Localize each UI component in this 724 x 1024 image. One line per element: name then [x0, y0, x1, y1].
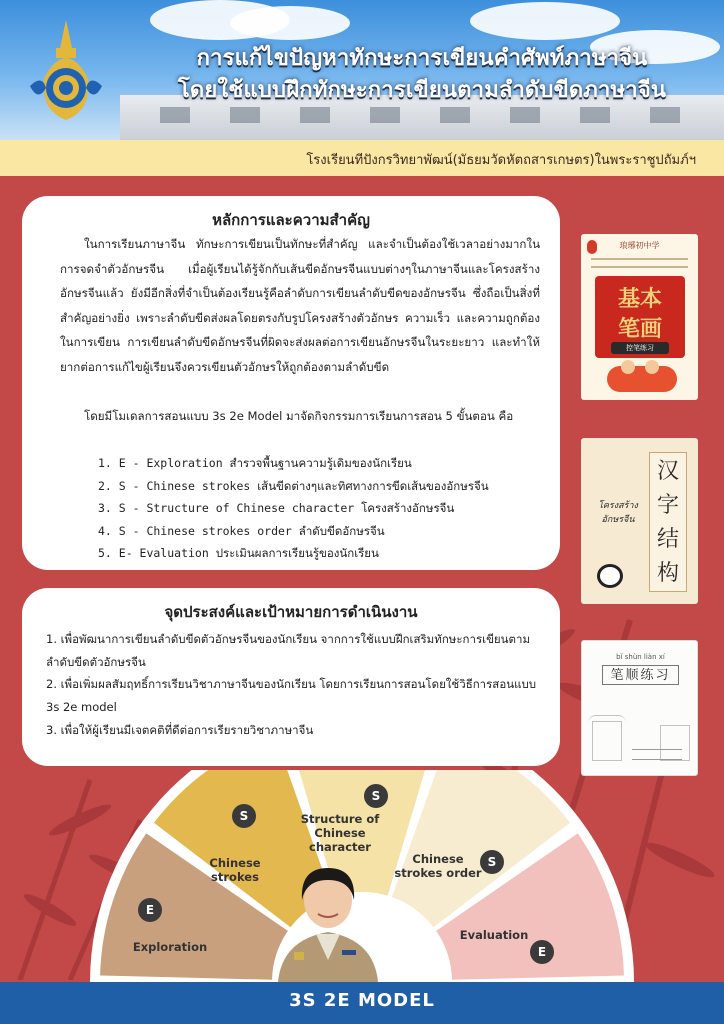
- steps-list: [98, 452, 489, 565]
- list-item: 3. S - Structure of Chinese character โครงสร้างอักษรจีน: [98, 501, 455, 515]
- temple-illustration-icon: [582, 701, 698, 771]
- segment-label: Evaluation: [459, 928, 529, 942]
- segment-label: Chinese strokes: [209, 856, 261, 884]
- model-wheel: [0, 770, 724, 982]
- segment-label: Structure of Chinese character: [300, 812, 380, 854]
- list-item: 2. เพื่อเพิ่มผลสัมฤทธิ์การเรียนวิชาภาษาจีนของนักเรียน โดยการเรียนการสอนโดยใช้วิธีการสอนแบบ 3s 2e model: [46, 677, 537, 715]
- teacher-photo: [268, 860, 388, 982]
- dragon-decoration-icon: [607, 366, 677, 392]
- model-intro: โดยมีโมเดลการสอนแบบ 3s 2e Model มาจัดกิจกรรมการเรียนการสอน 5 ขั้นตอน คือ: [84, 409, 514, 423]
- character-structure-cover: [581, 438, 698, 604]
- panda-icon: [597, 564, 623, 588]
- book-subtitle: 控笔练习: [611, 342, 669, 354]
- cover-char: 字: [656, 493, 679, 518]
- basic-strokes-book-cover: [581, 234, 698, 400]
- book-title-top: 基本: [617, 287, 662, 312]
- school-logo-icon: [26, 18, 106, 128]
- header-banner: [0, 0, 724, 140]
- cover-pinyin: bǐ shùn liàn xí: [616, 653, 665, 661]
- red-lantern-icon: [587, 240, 597, 254]
- segment-label: Exploration: [132, 940, 208, 954]
- school-name: โรงเรียนทีปังกรวิทยาพัฒน์(มัธยมวัดหัตถสารเกษตร)ในพระราชูปถัมภ์ฯ: [306, 153, 696, 168]
- segment-badge: E: [530, 940, 554, 964]
- list-item: 4. S - Chinese strokes order ลำดับขีดอักษรจีน: [98, 523, 385, 538]
- cover-title: 笔顺练习: [602, 665, 679, 685]
- objectives-list: [46, 628, 546, 742]
- cover-char: 结: [656, 527, 679, 552]
- list-item: 3. เพื่อให้ผู้เรียนมีเจตคติที่ดีต่อการเรียรายวิชาภาษาจีน: [46, 722, 314, 737]
- list-item: 5. E- Evaluation ประเมินผลการเรียนรู้ของนักเรียน: [98, 546, 379, 560]
- list-item: 1. E - Exploration สำรวจพื้นฐานความรู้เดิมของนักเรียน: [98, 456, 412, 470]
- poster-title-line1: การแก้ไขปัญหาทักษะการเขียนคำศัพท์ภาษาจีน: [196, 46, 648, 71]
- list-item: 2. S - Chinese strokes เส้นขีดต่างๆและทิศทางการขีดเส้นของอักษรจีน: [98, 478, 489, 493]
- book-title-bottom: 笔画: [617, 317, 662, 342]
- objectives-panel: [22, 588, 560, 766]
- model-title: 3S 2E MODEL: [289, 990, 435, 1011]
- segment-badge: S: [232, 804, 256, 828]
- segment-badge: S: [364, 784, 388, 808]
- cover-char: 汉: [656, 459, 679, 484]
- book-header: 琅琊初中学: [619, 241, 660, 250]
- segment-badge: S: [480, 850, 504, 874]
- segment-badge: E: [138, 898, 162, 922]
- poster-title-line2: โดยใช้แบบฝึกทักษะการเขียนตามลำดับขีดภาษาจีน: [177, 78, 667, 103]
- principles-panel: [22, 196, 560, 570]
- principles-heading: หลักการและความสำคัญ: [212, 211, 370, 229]
- objectives-heading: จุดประสงค์และเป้าหมายการดำเนินงาน: [164, 603, 418, 621]
- list-item: 1. เพื่อพัฒนาการเขียนลำดับขีดตัวอักษรจีนของนักเรียน จากการใช้แบบฝึกเสริมทักษะการเขียนตามลำดับขีดตัวอักษรจีน: [46, 632, 531, 669]
- segment-label: Chinese strokes order: [394, 852, 482, 880]
- cover-thai-label: อักษรจีน: [601, 515, 635, 525]
- stroke-order-workbook-cover: [581, 640, 698, 776]
- principles-paragraph: ในการเรียนภาษาจีน ทักษะการเขียนเป็นทักษะที่สำคัญ และจำเป็นต้องใช้เวลาอย่างมากในการจดจำตัวอักษรจีน เมื่อผู้เรียนได้รู้จักกับเส้นขีดอักษรจีนแบบต่างๆในภาษาจีนและโครงสร้างอักษรจีนแล้ว ยังมีอีกสิ่งที่จำเป็นต้องเรียนรู้คือลำดับการเขียนลำดับขีดของอักษรจีน ซึ่งถือเป็นสิ่งที่สำคัญอย่างยิ่ง เพราะลำดับขีดส่งผลโดยตรงกับรูปโครงสร้างตัวอักษร ความเร็ว และความถูกต้องในการเขียน การเขียนลำดับขีดอักษรจีนที่ผิดจะส่งผลต่อการเขียนอักษรจีนในระยะยาว และทำให้ยากต่อการแก้ไขผู้เรียนจึงควรเขียนตัวอักษรให้ถูกต้องตามลำดับขีด: [60, 237, 540, 374]
- cover-char: 构: [656, 561, 679, 586]
- cover-thai-label: โครงสร้าง: [598, 501, 638, 511]
